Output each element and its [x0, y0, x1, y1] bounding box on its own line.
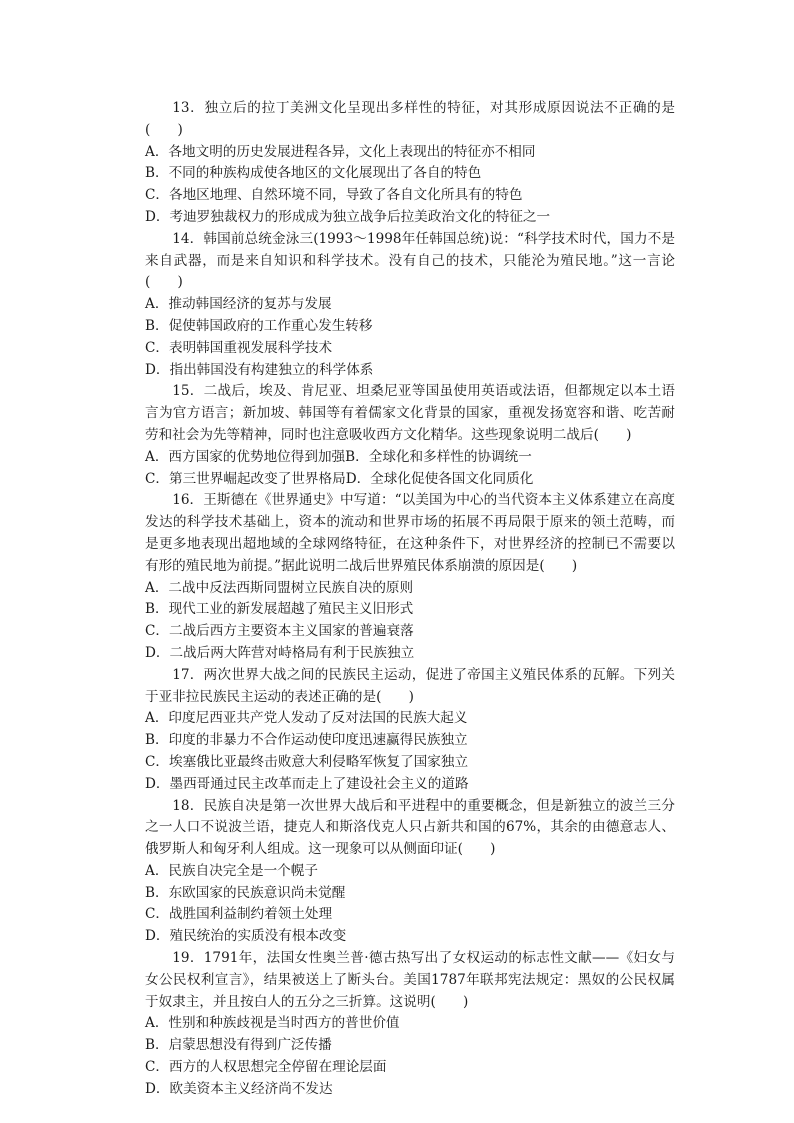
option-b: B．促使韩国政府的工作重心发生转移 — [145, 317, 373, 334]
option-c: C．埃塞俄比亚最终击败意大利侵略军恢复了国家独立 — [145, 753, 469, 770]
option-d: D．二战后两大阵营对峙格局有利于民族独立 — [145, 644, 415, 661]
option-row — [145, 447, 675, 469]
option-d: D．全球化促使各国文化同质化 — [345, 470, 534, 487]
option-c: C．战胜国利益制约着领土处理 — [145, 906, 333, 923]
option-d: D．考迪罗独裁权力的形成成为独立战争后拉美政治文化的特征之一 — [145, 208, 551, 225]
question-stem: 16．王斯德在《世界通史》中写道：“以美国为中心的当代资本主义体系建立在高度发达的科学技术基础上，资本的流动和世界市场的拓展不再局限于原来的领土范畴，而是更多地表现出超地域的全球网络特征，在这种条件下，对世界经济的控制已不需要以有形的殖民地为前提。”据此说明二战后世界殖民体系崩溃的原因是( ) — [145, 492, 675, 574]
question-stem: 13．独立后的拉丁美洲文化呈现出多样性的特征，对其形成原因说法不正确的是( ) — [145, 100, 675, 138]
question-14 — [145, 229, 675, 382]
question-stem: 17．两次世界大战之间的民族民主运动，促进了帝国主义殖民体系的瓦解。下列关于亚非拉民族民主运动的表述正确的是( ) — [145, 666, 675, 705]
option-d: D．欧美资本主义经济尚不发达 — [145, 1080, 333, 1097]
option-d: D．指出韩国没有构建独立的科学体系 — [145, 361, 374, 378]
option-b: B．不同的种族构成使各地区的文化展现出了各自的特色 — [145, 165, 482, 182]
question-15 — [145, 381, 675, 490]
option-a: A．性别和种族歧视是当时西方的普世价值 — [145, 1015, 400, 1032]
question-16 — [145, 490, 675, 664]
option-b: B．东欧国家的民族意识尚未觉醒 — [145, 884, 346, 901]
option-b: B．全球化和多样性的协调统一 — [345, 448, 532, 465]
option-d: D．墨西哥通过民主改革而走上了建设社会主义的道路 — [145, 775, 469, 792]
option-c: C．各地区地理、自然环境不同，导致了各自文化所具有的特色 — [145, 187, 523, 204]
option-a: A．推动韩国经济的复苏与发展 — [145, 296, 332, 313]
option-c: C．西方的人权思想完全停留在理论层面 — [145, 1059, 387, 1076]
option-row — [145, 469, 675, 491]
option-b: B．现代工业的新发展超越了殖民主义旧形式 — [145, 601, 414, 618]
option-d: D．殖民统治的实质没有根本改变 — [145, 928, 347, 945]
option-b: B．印度的非暴力不合作运动使印度迅速赢得民族独立 — [145, 732, 468, 749]
question-18 — [145, 796, 675, 949]
option-c: C．二战后西方主要资本主义国家的普遍衰落 — [145, 623, 414, 640]
option-a: A．西方国家的优势地位得到加强 — [145, 448, 346, 465]
exam-page — [145, 98, 675, 1101]
question-stem: 18．民族自决是第一次世界大战后和平进程中的重要概念，但是新独立的波兰三分之一人口不说波兰语，捷克人和斯洛伐克人只占新共和国的67%，其余的由德意志人、俄罗斯人和匈牙利人组成。这一现象可以从侧面印证( ) — [145, 797, 675, 858]
question-13 — [145, 98, 675, 229]
option-a: A．民族自决完全是一个幌子 — [145, 862, 318, 879]
option-b: B．启蒙思想没有得到广泛传播 — [145, 1037, 332, 1054]
option-c: C．表明韩国重视发展科学技术 — [145, 339, 333, 356]
option-c: C．第三世界崛起改变了世界格局 — [145, 470, 346, 487]
question-17 — [145, 665, 675, 796]
question-stem: 14．韩国前总统金泳三(1993～1998年任韩国总统)说：“科学技术时代，国力不是来自武器，而是来自知识和科学技术。没有自己的技术，只能沦为殖民地。”这一言论( ) — [145, 230, 675, 291]
option-a: A．印度尼西亚共产党人发动了反对法国的民族大起义 — [145, 710, 468, 727]
question-19 — [145, 948, 675, 1101]
question-stem: 15．二战后，埃及、肯尼亚、坦桑尼亚等国虽使用英语或法语，但都规定以本土语言为官方语言；新加坡、韩国等有着儒家文化背景的国家，重视发扬宽容和谐、吃苦耐劳和社会为先等精神，同时也注意吸收西方文化精华。这些现象说明二战后( ) — [145, 383, 675, 443]
option-a: A．各地文明的历史发展进程各异，文化上表现出的特征亦不相同 — [145, 143, 536, 160]
question-stem: 19．1791年，法国女性奥兰普·德古热写出了女权运动的标志性文献——《妇女与女公民权利宣言》，结果被送上了断头台。美国1787年联邦宪法规定：黑奴的公民权属于奴隶主，并且按白人的五分之三折算。这说明( ) — [145, 950, 675, 1010]
option-a: A．二战中反法西斯同盟树立民族自决的原则 — [145, 579, 414, 596]
